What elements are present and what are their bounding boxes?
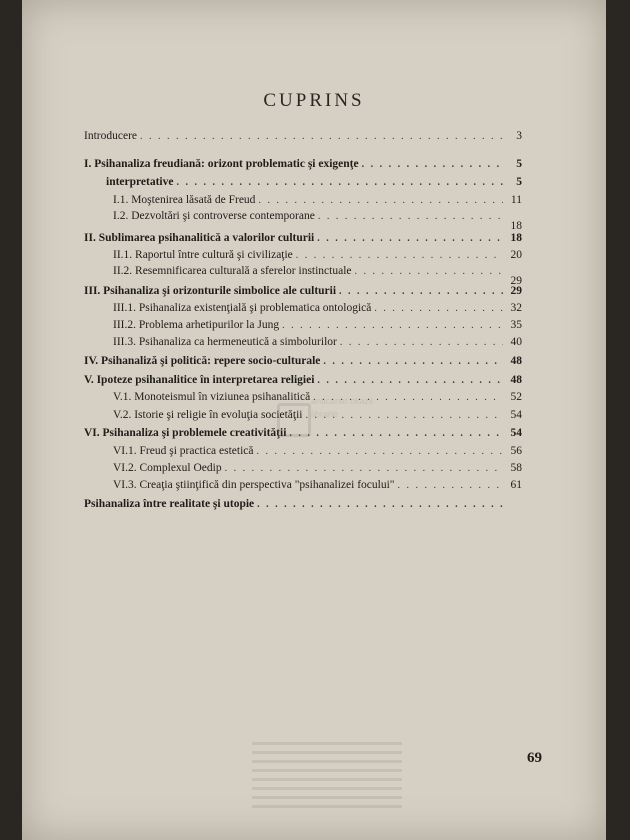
toc-entry-label: III.2. Problema arhetipurilor la Jung [113,319,280,331]
toc-entry-page: 11 [510,194,522,206]
toc-entry-chapter-3 [84,285,522,297]
toc-entry-page: 5 [516,158,522,170]
toc-leader-dots [282,320,503,331]
toc-leader-dots [339,286,503,297]
toc-entry-page: 58 [510,462,522,474]
toc-entry-introducere [84,130,522,142]
toc-entry-label: III.3. Psihanaliza ca hermeneutică a simbolurilor [113,336,337,348]
toc-entry-label: III.1. Psihanaliza existenţială şi problematica ontologică [113,302,372,314]
toc-leader-dots [374,303,503,314]
book-page [22,0,606,840]
toc-leader-dots [176,177,503,188]
toc-entry-conclusion [84,498,522,510]
toc-entry-label: Psihanaliza între realitate şi utopie [84,498,255,510]
toc-entry-page: 18 [510,220,522,232]
toc-entry-page: 5 [516,176,522,188]
toc-leader-dots [362,159,503,170]
toc-entry-1-2 [113,210,522,222]
toc-entry-page: 52 [510,391,522,403]
toc-entry-label: III. Psihanaliza şi orizonturile simbolice ale culturii [84,285,337,297]
toc-entry-label: I.2. Dezvoltări şi controverse contemporane [113,210,315,222]
toc-entry-page: 54 [510,427,522,439]
toc-entry-label: I.1. Moştenirea lăsată de Freud [113,194,256,206]
toc-leader-dots [317,375,503,386]
toc-entry-page: 3 [516,130,522,142]
toc-leader-dots [323,356,503,367]
toc-entry-page: 35 [510,319,522,331]
watermark-text: anticariat okazii librarie [311,396,374,419]
toc-entry-page: 56 [510,445,522,457]
toc-entry-label: I. Psihanaliza freudiană: orizont problematic şi exigenţe [84,158,359,170]
toc-leader-dots [296,250,503,261]
toc-entry-page: 40 [510,336,522,348]
toc-leader-dots [340,337,503,348]
toc-entry-label: Introducere [84,130,137,142]
watermark-box-icon [277,403,311,437]
toc-entry-label: V.1. Monoteismul în viziunea psihanalitică [113,391,311,403]
toc-entry-label: II.1. Raportul între cultură şi civilizaţie [113,249,293,261]
toc-leader-dots [397,480,503,491]
toc-entry-3-1 [113,302,522,314]
toc-entry-chapter-1-cont [106,176,522,188]
toc-entry-label: interpretative [106,176,174,188]
toc-entry-label: IV. Psihanaliză şi politică: repere socio-culturale [84,355,321,367]
toc-entry-3-3 [113,336,522,348]
toc-entry-label: VI.3. Creaţia ştiinţifică din perspectiva "psihanalizei focului" [113,479,395,491]
toc-entry-page: 48 [510,355,522,367]
toc-leader-dots [257,499,503,510]
toc-entry-page: 20 [510,249,522,261]
page-number: 69 [527,750,542,766]
toc-entry-2-2 [113,265,522,277]
toc-entry-label: V. Ipoteze psihanalitice în interpretarea religiei [84,374,315,386]
toc-entry-6-2 [113,462,522,474]
toc-entry-chapter-1 [84,158,522,170]
toc-entry-page: 48 [510,374,522,386]
toc-entry-page: 29 [510,275,522,287]
toc-leader-dots [355,266,503,277]
page-title: CUPRINS [263,90,365,111]
toc-entry-label: VI.2. Complexul Oedip [113,462,222,474]
toc-leader-dots [258,195,503,206]
toc-leader-dots [318,211,503,222]
toc-entry-label: II.2. Resemnificarea culturală a sferelor instinctuale [113,265,352,277]
toc-entry-chapter-4 [84,355,522,367]
toc-entry-label: V.2. Istorie şi religie în evoluţia societăţii [113,409,303,421]
toc-entry-2-1 [113,249,522,261]
toc-entry-1-1 [113,194,522,206]
toc-leader-dots [317,233,503,244]
toc-entry-page: 61 [510,479,522,491]
toc-entry-page: 29 [510,285,522,297]
toc-leader-dots [140,131,503,142]
toc-entry-label: II. Sublimarea psihanalitică a valorilor culturii [84,232,315,244]
toc-entry-6-3 [113,479,522,491]
toc-entry-chapter-5 [84,374,522,386]
toc-entry-page: 32 [510,302,522,314]
toc-entry-label: VI.1. Freud şi practica estetică [113,445,254,457]
toc-leader-dots [225,463,503,474]
toc-entry-chapter-2 [84,232,522,244]
toc-entry-page: 18 [510,232,522,244]
toc-entry-3-2 [113,319,522,331]
toc-entry-page: 54 [510,409,522,421]
toc-entry-label: VI. Psihanaliza şi problemele creativităţii [84,427,287,439]
watermark-logo [277,393,397,453]
bleed-through-text [252,738,402,808]
